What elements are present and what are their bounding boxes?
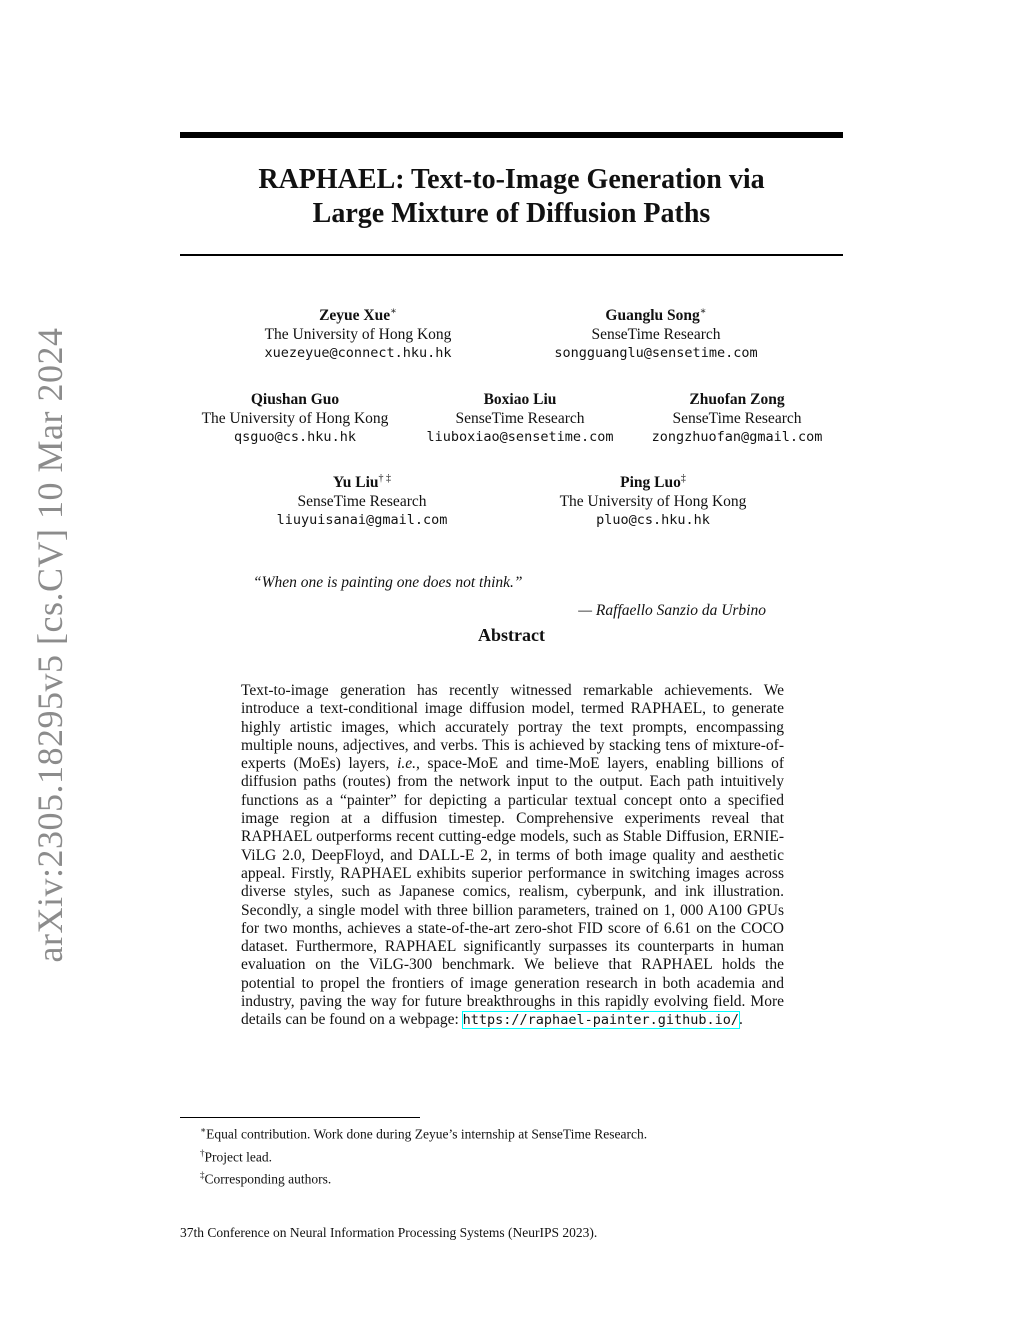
conference-note: 37th Conference on Neural Information Processing Systems (NeurIPS 2023). (180, 1225, 598, 1240)
abstract-body (241, 682, 784, 1030)
author-affiliation: SenseTime Research (591, 326, 721, 344)
footnote-text: Corresponding authors. (204, 1171, 332, 1187)
author-name: Zhuofan Zong (689, 391, 785, 409)
author-mark: ∗ (390, 306, 397, 317)
epigraph-quote: “When one is painting one does not think.” (253, 574, 523, 591)
epigraph-attribution: — Raffaello Sanzio da Urbino (578, 602, 766, 619)
author-name: Boxiao Liu (483, 391, 557, 409)
author-name: Guanglu Song (605, 307, 700, 325)
author-name: Ping Luo (620, 474, 681, 492)
footnote-mark: ∗ (200, 1125, 207, 1135)
author-name: Yu Liu (332, 474, 379, 492)
author-mark: † ‡ (378, 473, 392, 484)
author-block (644, 386, 830, 447)
abstract-heading: Abstract (478, 625, 545, 645)
author-name: Qiushan Guo (250, 391, 340, 409)
footnote (200, 1166, 647, 1189)
author-block (258, 302, 458, 363)
footnote (200, 1144, 647, 1167)
author-affiliation: SenseTime Research (297, 493, 427, 511)
author-block (194, 386, 396, 447)
title-line-2: Large Mixture of Diffusion Paths (312, 198, 711, 229)
title-line-1: RAPHAEL: Text-to-Image Generation via (258, 164, 765, 195)
abstract-ie: i.e., (397, 755, 420, 773)
footnote-mark: † (200, 1147, 205, 1158)
abstract-text-part-2: space-MoE and time-MoE layers, enabling billions of diffusion paths (routes) from the network input to the output. Each path intuitively functions as a “painter” for depicting a particular textual concept onto a specified image region at a diffusion timestep. Comprehensive experiments reveal that RAPHAEL outperforms recent cutting-edge models, such as Stable Diffusion, ERNIE-ViLG 2.0, DeepFloyd, and DALL-E 2, in terms of both image quality and aesthetic appeal. Firstly, RAPHAEL exhibits superior performance in switching images across diverse styles, such as Japanese comics, realism, cyberpunk, and ink illustration. Secondly, a single model with three billion parameters, trained on 1, 000 A100 GPUs for two months, achieves a state-of-the-art zero-shot FID score of 6.61 on the COCO dataset. Furthermore, RAPHAEL significantly surpasses its counterparts in human evaluation on the ViLG-300 benchmark. We believe that RAPHAEL holds the potential to propel the frontiers of image generation research in both academia and industry, paving the way for future breakthroughs in this rapidly evolving field. More details can be found on a webpage: (241, 755, 785, 1029)
author-mark: ∗ (699, 306, 707, 317)
author-email[interactable]: pluo@cs.hku.hk (596, 512, 710, 529)
abstract-text-part-1: Text-to-image generation has recently witnessed remarkable achievements. We introduce a text-conditional image diffusion model, termed RAPHAEL, to generate highly artistic images, which accurately portray the text prompts, encompassing multiple nouns, adjectives, and verbs. This is achieved by stacking tens of mixture-of-experts (MoEs) layers, (241, 682, 784, 773)
footnotes (200, 1121, 647, 1189)
author-email[interactable]: qsguo@cs.hku.hk (234, 429, 356, 446)
footnote-mark: ‡ (200, 1170, 205, 1180)
author-affiliation: SenseTime Research (672, 410, 802, 428)
paper-title (180, 163, 843, 231)
author-block (418, 386, 622, 447)
footnote-rule (180, 1117, 420, 1118)
title-bottom-rule (180, 254, 843, 256)
author-email[interactable]: songguanglu@sensetime.com (554, 345, 758, 362)
author-affiliation: The University of Hong Kong (559, 493, 747, 511)
author-affiliation: The University of Hong Kong (264, 326, 452, 344)
footnote-text: Project lead. (204, 1149, 272, 1164)
author-mark: ‡ (680, 473, 686, 484)
title-top-rule (180, 132, 843, 138)
arxiv-identifier: arXiv:2305.18295v5 [cs.CV] 10 Mar 2024 (30, 327, 70, 963)
author-affiliation: SenseTime Research (455, 410, 585, 428)
footnote (200, 1121, 647, 1144)
author-block (546, 302, 766, 363)
footnote-text: Equal contribution. Work done during Zeyue’s internship at SenseTime Research. (206, 1126, 648, 1142)
author-email[interactable]: xuezeyue@connect.hku.hk (264, 345, 452, 362)
author-email[interactable]: liuboxiao@sensetime.com (426, 429, 614, 446)
author-email[interactable]: zongzhuofan@gmail.com (651, 429, 823, 446)
author-block (553, 469, 753, 530)
author-name: Zeyue Xue (319, 307, 391, 325)
author-block (270, 469, 454, 530)
webpage-link[interactable]: https://raphael-painter.github.io/ (462, 1012, 739, 1029)
author-affiliation: The University of Hong Kong (201, 410, 389, 428)
abstract-end: . (739, 1011, 743, 1029)
author-email[interactable]: liuyuisanai@gmail.com (276, 512, 448, 529)
